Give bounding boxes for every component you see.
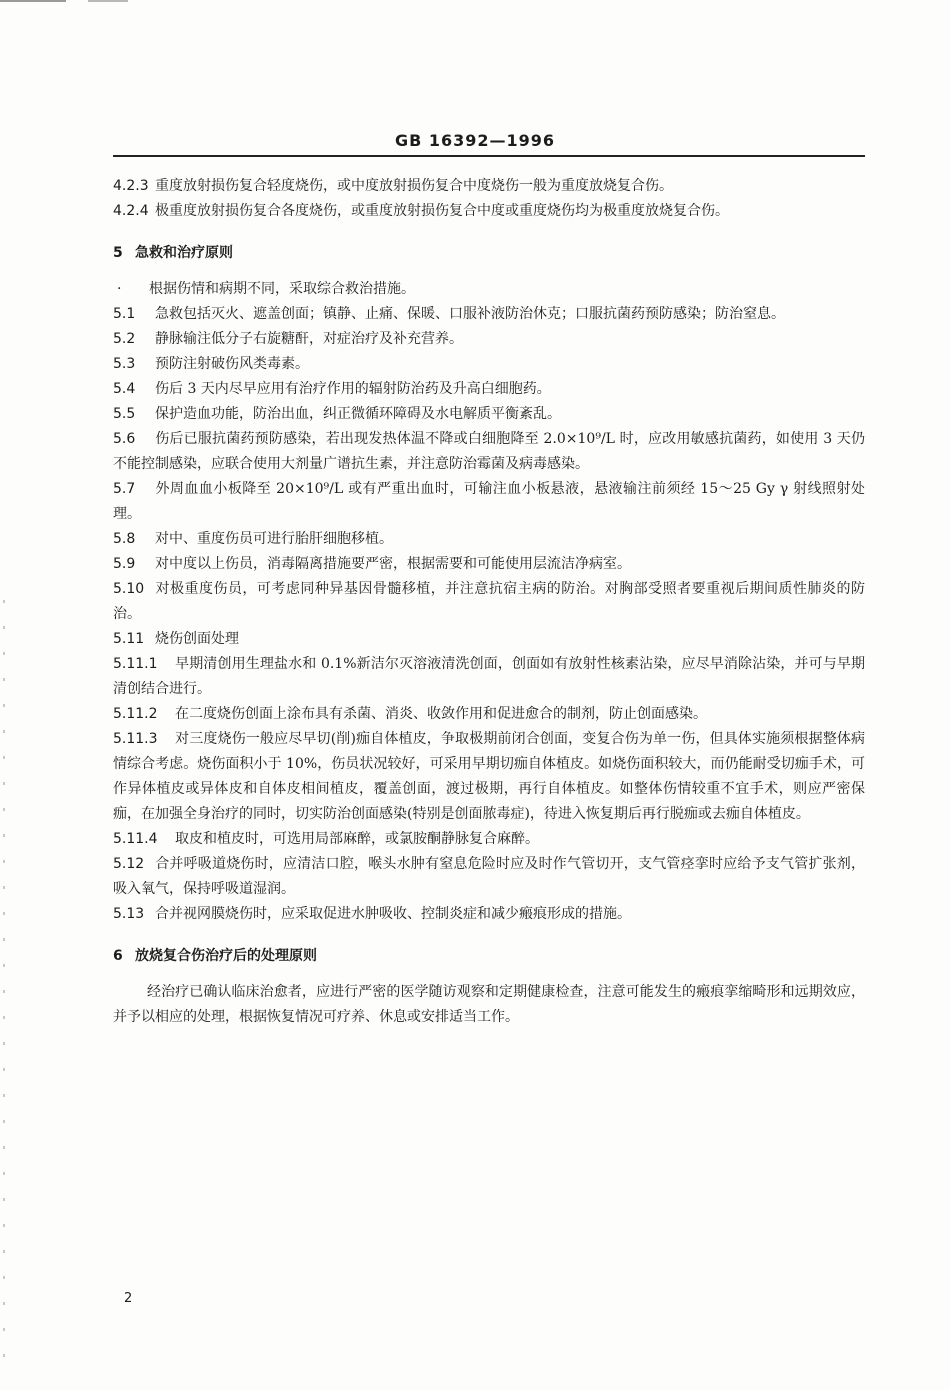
clause-paragraph — [113, 852, 865, 902]
clause-text: 静脉输注低分子右旋糖酐，对症治疗及补充营养。 — [155, 331, 463, 347]
clause-text: 极重度放射损伤复合各度烧伤，或重度放射损伤复合中度或重度烧伤均为极重度放烧复合伤。 — [155, 203, 729, 219]
clause-text: 合并呼吸道烧伤时，应清洁口腔，喉头水肿有窒息危险时应及时作气管切开，支气管痉挛时应给予支气管扩张剂，吸入氧气，保持呼吸道湿润。 — [113, 856, 865, 897]
page-number: 2 — [124, 1291, 133, 1306]
body-paragraph: 经治疗已确认临床治愈者，应进行严密的医学随访观察和定期健康检查，注意可能发生的瘢痕挛缩畸形和远期效应，并予以相应的处理，根据恢复情况可疗养、休息或安排适当工作。 — [113, 984, 865, 1025]
scan-edge-mark — [0, 0, 66, 2]
clause-paragraph — [113, 902, 865, 927]
clause-text: 对三度烧伤一般应尽早切(削)痂自体植皮，争取极期前闭合创面，变复合伤为单一伤，但具体实施须根据整体病情综合考虑。烧伤面积小于 10%，伤员状况较好，可采用早期切痂自体植皮。如烧伤面积较大，而仍能耐受切痂手术，可作异体植皮或异体皮和自体皮相间植皮，覆盖创面，渡过极期，再行自体植皮。如整体伤情较重不宜手术，则应严密保痂，在加强全身治疗的同时，切实防治创面感染(特别是创面脓毒症)，待进入恢复期后再行脱痂或去痂自体植皮。 — [113, 731, 865, 822]
clause-text: 早期清创用生理盐水和 0.1%新洁尔灭溶液清洗创面，创面如有放射性核素沾染，应尽早消除沾染，并可与早期清创结合进行。 — [113, 656, 865, 697]
clause-paragraph — [113, 827, 865, 852]
clause-paragraph — [113, 727, 865, 827]
bullet-mark: · — [117, 281, 122, 297]
clause-text: 对极重度伤员，可考虑同种异基因骨髓移植，并注意抗宿主病的防治。对胸部受照者要重视后期间质性肺炎的防治。 — [113, 581, 865, 622]
clause-paragraph — [113, 552, 865, 577]
clause-paragraph — [113, 652, 865, 702]
document-body — [113, 174, 865, 1030]
section-heading — [113, 944, 865, 969]
clause-number: 4.2.3 — [113, 178, 149, 194]
clause-text: 保护造血功能，防治出血，纠正微循环障碍及水电解质平衡紊乱。 — [155, 406, 561, 422]
clause-number: 5.9 — [113, 556, 136, 572]
scan-edge-mark — [88, 0, 128, 2]
clause-number: 5.11.2 — [113, 706, 158, 722]
clause-paragraph — [113, 174, 865, 199]
clause-paragraph — [113, 702, 865, 727]
clause-number: 5.5 — [113, 406, 136, 422]
intro-paragraph — [113, 277, 865, 302]
clause-text: 对中、重度伤员可进行胎肝细胞移植。 — [155, 531, 393, 547]
clause-number: 5.4 — [113, 381, 136, 397]
section-title: 放烧复合伤治疗后的处理原则 — [135, 948, 317, 964]
header-rule — [113, 155, 865, 157]
clause-text: 合并视网膜烧伤时，应采取促进水肿吸收、控制炎症和减少瘢痕形成的措施。 — [155, 906, 631, 922]
clause-number: 5.1 — [113, 306, 136, 322]
clause-number: 5.11 — [113, 631, 145, 647]
clause-text: 重度放射损伤复合轻度烧伤，或中度放射损伤复合中度烧伤一般为重度放烧复合伤。 — [155, 178, 673, 194]
clause-paragraph — [113, 527, 865, 552]
clause-text: 预防注射破伤风类毒素。 — [155, 356, 309, 372]
clause-paragraph — [113, 377, 865, 402]
clause-number: 5.8 — [113, 531, 136, 547]
clause-number: 5.2 — [113, 331, 136, 347]
clause-number: 5.13 — [113, 906, 145, 922]
clause-number: 5.12 — [113, 856, 145, 872]
section-number: 5 — [113, 245, 123, 261]
clause-paragraph — [113, 477, 865, 527]
clause-text: 外周血血小板降至 20×10⁹/L 或有严重出血时，可输注血小板悬液，悬液输注前须经 15～25 Gy γ 射线照射处理。 — [113, 481, 865, 522]
clause-text: 烧伤创面处理 — [155, 631, 239, 647]
clause-number: 5.7 — [113, 481, 136, 497]
clause-paragraph — [113, 199, 865, 224]
scan-edge-dots — [3, 600, 5, 1380]
page-header: GB 16392—1996 — [394, 131, 556, 150]
clause-paragraph — [113, 327, 865, 352]
clause-number: 4.2.4 — [113, 203, 149, 219]
clause-paragraph — [113, 352, 865, 377]
clause-paragraph — [113, 302, 865, 327]
section-heading — [113, 241, 865, 266]
clause-paragraph — [113, 427, 865, 477]
clause-number: 5.6 — [113, 431, 136, 447]
clause-number: 5.11.1 — [113, 656, 158, 672]
clause-paragraph — [113, 577, 865, 627]
section-number: 6 — [113, 948, 123, 964]
clause-number: 5.3 — [113, 356, 136, 372]
section-title: 急救和治疗原则 — [135, 245, 233, 261]
clause-number: 5.10 — [113, 581, 145, 597]
clause-text: 伤后已服抗菌药预防感染，若出现发热体温不降或白细胞降至 2.0×10⁹/L 时，应改用敏感抗菌药，如使用 3 天仍不能控制感染，应联合使用大剂量广谱抗生素，并注意防治霉菌及病毒感染。 — [113, 431, 865, 472]
clause-text: 对中度以上伤员，消毒隔离措施要严密，根据需要和可能使用层流洁净病室。 — [155, 556, 631, 572]
clause-text: 伤后 3 天内尽早应用有治疗作用的辐射防治药及升高白细胞药。 — [155, 381, 551, 397]
clause-number: 5.11.3 — [113, 731, 158, 747]
clause-paragraph — [113, 402, 865, 427]
paragraph-text: 根据伤情和病期不同，采取综合救治措施。 — [149, 281, 415, 297]
clause-text: 在二度烧伤创面上涂布具有杀菌、消炎、收敛作用和促进愈合的制剂，防止创面感染。 — [175, 706, 707, 722]
clause-number: 5.11.4 — [113, 831, 158, 847]
clause-text: 急救包括灭火、遮盖创面；镇静、止痛、保暖、口服补液防治休克；口服抗菌药预防感染；防治窒息。 — [155, 306, 785, 322]
clause-paragraph — [113, 627, 865, 652]
clause-text: 取皮和植皮时，可选用局部麻醉，或氯胺酮静脉复合麻醉。 — [175, 831, 539, 847]
